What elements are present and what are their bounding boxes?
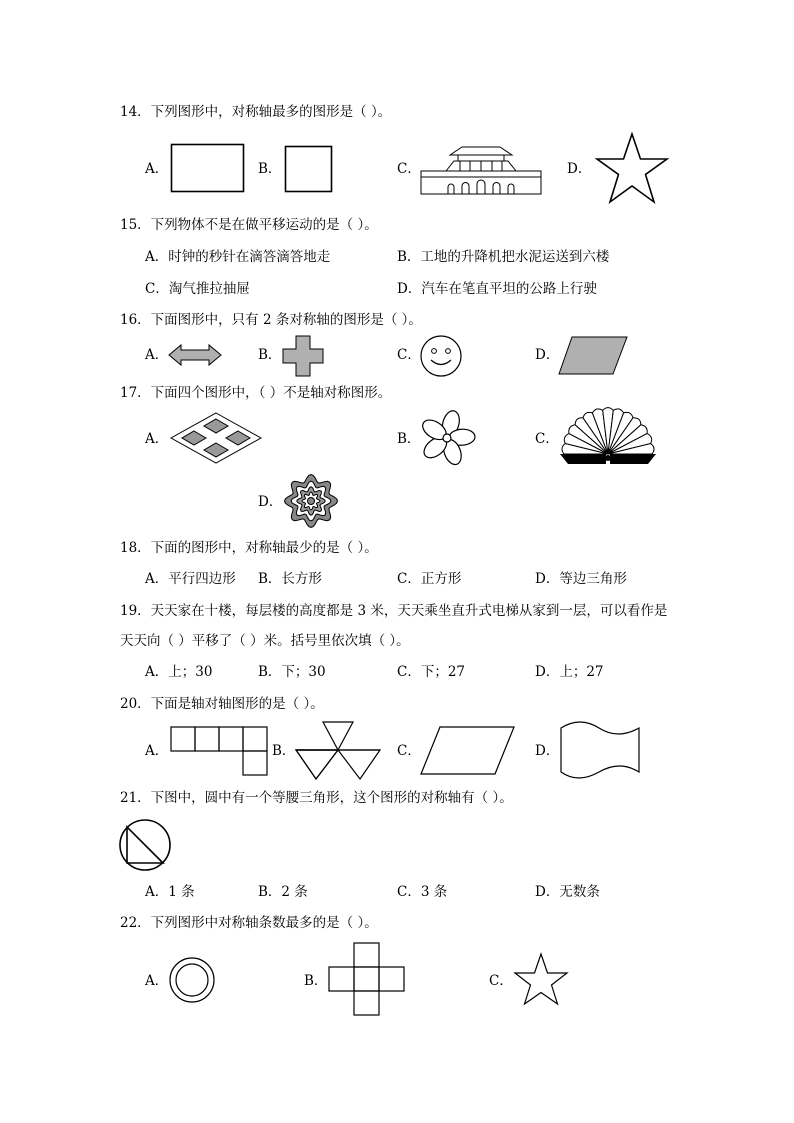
q20-option-d[interactable]: D． [535,743,560,759]
cross-of-squares-icon [327,942,407,1018]
q19-option-b[interactable]: B．下；30 [258,664,326,680]
tiananmen-gate-icon [420,141,542,195]
q16-option-a[interactable]: A． [145,347,169,363]
q19-stem-line1: 19．天天家在十楼，每层楼的高度都是 3 米，天天乘坐直升式电梯从家到一层，可以看作是 [120,603,668,619]
q15-option-d[interactable]: D．汽车在笔直平坦的公路上行驶 [397,281,597,297]
q19-stem-line2: 天天向（ ）平移了（ ）米。括号里依次填（ ）。 [120,633,410,649]
q18-stem: 18．下面的图形中，对称轴最少的是（ ）。 [120,540,378,556]
layered-flower-icon [284,472,338,530]
q18-option-b[interactable]: B．长方形 [258,571,322,587]
q21-option-d[interactable]: D．无数条 [535,884,600,900]
q18-option-d[interactable]: D．等边三角形 [535,571,627,587]
q16-option-d[interactable]: D． [535,347,560,363]
q15-option-b[interactable]: B．工地的升降机把水泥运送到六楼 [397,249,610,265]
q16-stem: 16．下面图形中，只有 2 条对称轴的图形是（ ）。 [120,312,422,328]
star-outline-icon [512,952,570,1008]
circle-triangle-icon [118,818,172,872]
q22-option-c[interactable]: C． [489,973,513,989]
q21-option-c[interactable]: C．3 条 [397,884,448,900]
q20-option-c[interactable]: C． [397,743,421,759]
concentric-circles-icon [168,956,216,1004]
q21-option-b[interactable]: B．2 条 [258,884,308,900]
q17-option-b[interactable]: B． [397,431,421,447]
q21-option-a[interactable]: A．1 条 [145,884,195,900]
rhombus-pattern-icon [170,412,262,464]
q22-option-b[interactable]: B． [304,973,328,989]
q22-option-a[interactable]: A． [145,973,169,989]
double-arrow-icon [168,343,222,367]
q15-option-a[interactable]: A．时钟的秒针在滴答滴答地走 [145,249,331,265]
parallelogram-icon [558,336,628,376]
q22-stem: 22．下列图形中对称轴条数最多的是（ ）。 [120,915,378,931]
q20-option-b[interactable]: B． [272,743,296,759]
three-triangles-icon [294,721,382,781]
q17-option-d[interactable]: D． [258,494,283,510]
q16-option-b[interactable]: B． [258,347,282,363]
q16-option-c[interactable]: C． [397,347,421,363]
square-figure [284,145,334,193]
q18-option-c[interactable]: C．正方形 [397,571,462,587]
plus-cross-icon [282,335,324,377]
q18-option-a[interactable]: A．平行四边形 [145,571,236,587]
parallelogram-outline-icon [420,726,516,776]
q19-option-d[interactable]: D．上；27 [535,664,604,680]
q14-option-b[interactable]: B． [258,161,282,177]
q17-option-c[interactable]: C． [535,431,559,447]
star-icon [594,132,670,206]
q14-option-a[interactable]: A． [145,161,169,177]
wavy-flag-icon [559,720,641,780]
q19-option-c[interactable]: C．下；27 [397,664,466,680]
square-net-icon [170,726,270,776]
q14-option-d[interactable]: D． [567,161,592,177]
q14-stem: 14．下列图形中，对称轴最多的图形是（ ）。 [120,104,392,120]
q17-stem: 17．下面四个图形中，（ ）不是轴对称图形。 [120,385,392,401]
pinwheel-flower-icon [418,410,476,466]
q17-option-a[interactable]: A． [145,431,169,447]
q15-option-c[interactable]: C．淘气推拉抽屉 [145,281,250,297]
rectangle-figure [170,143,246,193]
fan-icon [558,406,658,466]
q21-stem: 21．下图中，圆中有一个等腰三角形，这个图形的对称轴有（ ）。 [120,790,513,806]
q14-option-c[interactable]: C． [397,161,421,177]
q20-stem: 20．下面是轴对轴图形的是（ ）。 [120,696,324,712]
q15-stem: 15．下列物体不是在做平移运动的是（ ）。 [120,217,378,233]
smiley-face-icon [419,335,463,377]
q19-option-a[interactable]: A．上；30 [145,664,213,680]
q20-option-a[interactable]: A． [145,743,169,759]
